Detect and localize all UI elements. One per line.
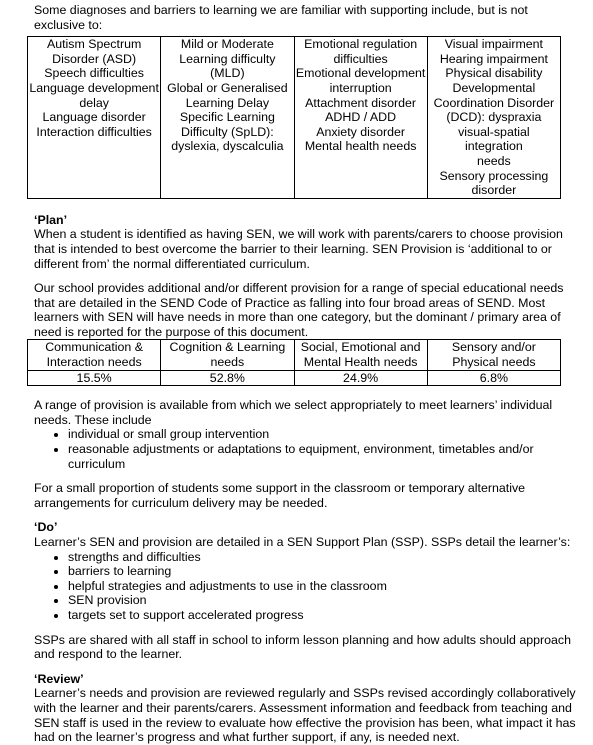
provision-list (34, 427, 579, 471)
diagnosis-item: ADHD / ADD (325, 110, 397, 125)
list-item: • SEN provision (68, 593, 579, 608)
diagnosis-item: needs (476, 153, 511, 168)
diagnosis-item: Physical disability (445, 66, 543, 81)
intro-text: Some diagnoses and barriers to learning we are familiar with supporting include, but is not exclusive to: (34, 3, 528, 32)
area-label: Cognition & Learning needs (161, 340, 294, 370)
diagnosis-item: Emotional regulation (304, 37, 418, 52)
plan-paragraph: For a small proportion of students some support in the classroom or temporary alternative arrangements for curriculum delivery may be needed. (34, 481, 526, 510)
plan-paragraph: A range of provision is available from which we select appropriately to meet learners’ individual needs. These include (34, 398, 553, 427)
diagnosis-item: Coordination Disorder (433, 95, 555, 110)
send-areas-table (27, 339, 561, 386)
diagnosis-item: Language disorder (42, 110, 146, 125)
diagnosis-item: Emotional development (295, 66, 426, 81)
area-label: Sensory and/or Physical needs (427, 340, 560, 370)
diagnosis-item: disorder (471, 183, 517, 198)
plan-paragraph: When a student is identified as having SEN, we will work with parents/carers to choose provision that is intended to best overcome the barrier to their learning. SEN Provision is ‘additional to or different from’ the normal differentiated curriculum. (34, 227, 563, 271)
send-areas-header-row (28, 340, 561, 370)
diagnosis-item: Anxiety disorder (316, 124, 406, 139)
diagnosis-item: Attachment disorder (305, 95, 417, 110)
diagnosis-item: Global or Generalised (167, 80, 288, 95)
area-percentage: 24.9% (294, 370, 427, 386)
list-item: • helpful strategies and adjustments to use in the classroom (68, 579, 579, 594)
do-paragraph: SSPs are shared with all staff in school to inform lesson planning and how adults should approach and respond to the learner. (34, 632, 572, 662)
diagnosis-item: Visual impairment (444, 37, 543, 52)
area-label: Communication & Interaction needs (28, 340, 161, 370)
list-item: • barriers to learning (68, 564, 579, 579)
diagnosis-item: Interaction difficulties (36, 124, 152, 139)
diagnoses-cell-sensory (427, 37, 560, 199)
diagnosis-item: Autism Spectrum (46, 37, 142, 52)
diagnosis-item: difficulties (333, 51, 388, 66)
diagnosis-item: dyslexia, dyscalculia (171, 139, 284, 154)
diagnosis-item: Learning Delay (185, 95, 270, 110)
plan-paragraph: Our school provides additional and/or different provision for a range of special educational needs that are detailed in the SEND Code of Practice as falling into four broad areas of SEND. Most learners with SEN will have needs in more than one category, but the dominant / primary area of need is reported for the purpose of this document. (34, 281, 564, 339)
area-percentage: 15.5% (28, 370, 161, 386)
review-heading: ‘Review’ (34, 671, 84, 686)
diagnosis-item: Speech difficulties (44, 66, 144, 81)
diagnosis-item: Mental health needs (304, 139, 417, 154)
ssp-detail-list (34, 550, 579, 623)
diagnoses-cell-semh (294, 37, 427, 199)
diagnosis-item: (DCD): dyspraxia (446, 110, 542, 125)
plan-heading: ‘Plan’ (34, 212, 68, 227)
diagnoses-cell-communication (28, 37, 161, 199)
review-paragraph: Learner’s needs and provision are reviewed regularly and SSPs revised accordingly collaboratively with the learner and their parents/carers. Assessment information and feedback from teaching and SEN staff is used in the review to evaluate how effective the provision has been, what impact it has had on the learner’s progress and what further support, if any, is needed next. (34, 686, 576, 745)
area-label: Social, Emotional and Mental Health needs (294, 340, 427, 370)
diagnoses-row (28, 37, 561, 199)
diagnosis-item: visual-spatial integration (458, 124, 530, 154)
diagnosis-item: Developmental (452, 80, 536, 95)
diagnosis-item: Hearing impairment (439, 51, 548, 66)
send-areas-value-row (28, 370, 561, 386)
diagnoses-cell-cognition (161, 37, 294, 199)
diagnosis-item: delay (79, 95, 109, 110)
diagnosis-item: Specific Learning (179, 110, 275, 125)
diagnosis-item: Language development (29, 80, 159, 95)
diagnoses-table (27, 36, 561, 199)
list-item: • targets set to support accelerated progress (68, 608, 579, 623)
diagnosis-item: Difficulty (SpLD): (181, 124, 274, 139)
list-item: • individual or small group intervention (68, 427, 579, 442)
do-heading: ‘Do’ (34, 520, 58, 535)
diagnosis-item: Sensory processing (439, 168, 549, 183)
list-item: • strengths and difficulties (68, 550, 579, 565)
diagnosis-item: interruption (329, 80, 392, 95)
diagnosis-item: Disorder (ASD) (52, 51, 137, 66)
do-paragraph: Learner’s SEN and provision are detailed in a SEN Support Plan (SSP). SSPs detail the learner’s: (34, 535, 571, 549)
diagnosis-item: Learning difficulty (MLD) (179, 51, 276, 81)
area-percentage: 52.8% (161, 370, 294, 386)
diagnosis-item: Mild or Moderate (180, 37, 274, 52)
list-item: • reasonable adjustments or adaptations to equipment, environment, timetables and/or curriculum (68, 442, 579, 471)
area-percentage: 6.8% (427, 370, 560, 386)
